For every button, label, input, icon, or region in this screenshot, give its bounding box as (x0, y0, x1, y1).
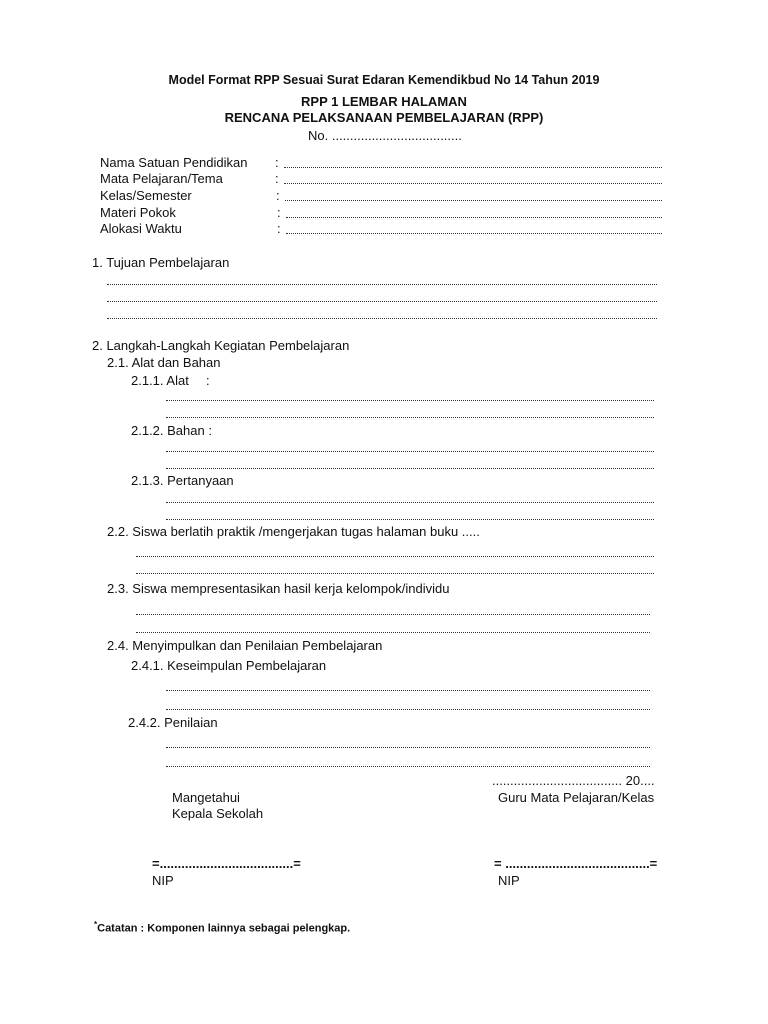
footnote-mark: * (94, 920, 98, 929)
praktik-line-1[interactable] (136, 556, 654, 557)
identity-colon-time: : (277, 221, 281, 236)
date-line: .................................... 20.... (492, 773, 655, 788)
identity-field-school[interactable] (284, 167, 662, 168)
document-number: No. .................................... (308, 128, 462, 143)
subsection-siswa-praktik: 2.2. Siswa berlatih praktik /mengerjakan tugas halaman buku ..... (107, 524, 480, 539)
section-langkah-heading: 2. Langkah-Langkah Kegiatan Pembelajaran (92, 338, 350, 353)
kesimpulan-line-1[interactable] (166, 690, 650, 691)
footnote-text: Catatan : Komponen lainnya sebagai pelengkap. (97, 922, 351, 935)
footnote (94, 917, 350, 937)
alat-line-1[interactable] (166, 400, 654, 401)
item-kesimpulan-label: 2.4.1. Keseimpulan Pembelajaran (131, 658, 327, 673)
identity-label-class: Kelas/Semester (100, 188, 192, 203)
penilaian-line-2[interactable] (166, 766, 650, 767)
model-format-title: Model Format RPP Sesuai Surat Edaran Kemendikbud No 14 Tahun 2019 (168, 73, 600, 87)
praktik-line-2[interactable] (136, 573, 654, 574)
identity-label-school: Nama Satuan Pendidikan (100, 155, 248, 170)
alat-line-2[interactable] (166, 417, 654, 418)
subsection-siswa-presentasi: 2.3. Siswa mempresentasikan hasil kerja kelompok/individu (107, 581, 450, 596)
signature-left-name: =.....................................= (152, 856, 301, 871)
signature-right-name: = ........................................= (494, 856, 658, 871)
penilaian-line-1[interactable] (166, 747, 650, 748)
item-penilaian-label: 2.4.2. Penilaian (128, 715, 218, 730)
rpp-subtitle: RPP 1 LEMBAR ΗALAMAN (301, 94, 467, 109)
identity-colon-subject: : (275, 171, 279, 186)
identity-colon-school: : (275, 155, 279, 170)
signature-left-nip: NIP (152, 873, 174, 888)
identity-label-subject: Mata Pelajaran/Tema (100, 171, 223, 186)
item-alat-colon: : (206, 373, 210, 388)
signature-right-nip: NIP (498, 873, 520, 888)
item-alat-label: 2.1.1. Alat (131, 373, 189, 388)
signature-left-role: Kepala Sekolah (172, 806, 264, 821)
tujuan-line-1[interactable] (107, 284, 657, 285)
presentasi-line-1[interactable] (136, 614, 650, 615)
identity-field-time[interactable] (286, 233, 662, 234)
identity-colon-topic: : (277, 205, 281, 220)
identity-label-time: Alokasi Waktu (100, 221, 182, 236)
bahan-line-2[interactable] (166, 468, 654, 469)
bahan-line-1[interactable] (166, 451, 654, 452)
pertanyaan-line-1[interactable] (166, 502, 654, 503)
presentasi-line-2[interactable] (136, 632, 650, 633)
pertanyaan-line-2[interactable] (166, 519, 654, 520)
identity-field-subject[interactable] (284, 183, 662, 184)
item-bahan-label: 2.1.2. Bahan : (131, 423, 212, 438)
subsection-alat-bahan: 2.1. Alat dan Bahan (107, 355, 221, 370)
kesimpulan-line-2[interactable] (166, 709, 650, 710)
section-tujuan-heading: 1. Tujuan Pembelajaran (92, 255, 230, 270)
signature-right-title: Guru Mata Pelajaran/Kelas (498, 790, 655, 805)
identity-label-topic: Materi Pokok (100, 205, 176, 220)
rpp-full-title: RENCANA PELAKSANAAN PEMBELAJARAN (RPP) (224, 110, 544, 125)
tujuan-line-3[interactable] (107, 318, 657, 319)
identity-field-class[interactable] (285, 200, 662, 201)
signature-left-title: Mangetahui (172, 790, 240, 805)
item-pertanyaan-label: 2.1.3. Pertanyaan (131, 473, 234, 488)
identity-colon-class: : (276, 188, 280, 203)
identity-field-topic[interactable] (286, 217, 662, 218)
subsection-menyimpulkan: 2.4. Menyimpulkan dan Penilaian Pembelajaran (107, 638, 383, 653)
tujuan-line-2[interactable] (107, 301, 657, 302)
